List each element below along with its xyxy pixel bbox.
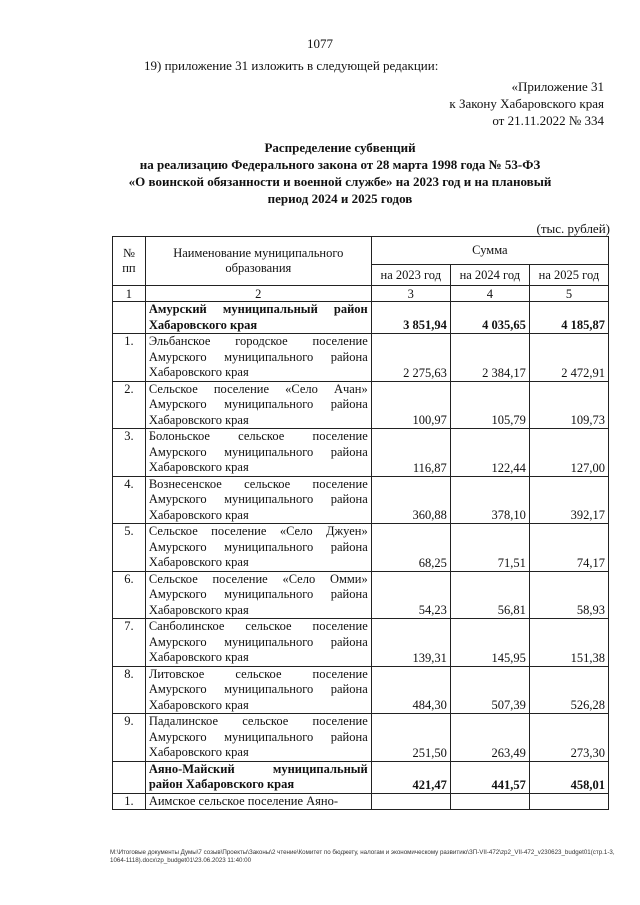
row-value-2025: 109,73 <box>529 381 608 429</box>
title-line: «О воинской обязанности и военной службе» на 2023 год и на плановый <box>128 174 552 189</box>
row-value-2025: 273,30 <box>529 714 608 762</box>
column-index: 2 <box>145 286 371 302</box>
row-value-2023: 116,87 <box>371 429 450 477</box>
row-number: 1. <box>113 334 146 382</box>
row-value-2023 <box>371 793 450 809</box>
row-value-2024: 145,95 <box>450 619 529 667</box>
row-value-2024: 2 384,17 <box>450 334 529 382</box>
subvention-table <box>112 236 609 810</box>
row-value-2024: 122,44 <box>450 429 529 477</box>
row-number: 9. <box>113 714 146 762</box>
header-name: Наименование муниципального образования <box>145 237 371 286</box>
document-title <box>100 139 580 207</box>
row-value-2025: 58,93 <box>529 571 608 619</box>
row-value-2025: 2 472,91 <box>529 334 608 382</box>
row-value-2023: 68,25 <box>371 524 450 572</box>
row-value-2023: 2 275,63 <box>371 334 450 382</box>
table-row-district <box>113 302 609 334</box>
intro-text: 19) приложение 31 изложить в следующей редакции: <box>144 58 439 73</box>
row-number <box>113 302 146 334</box>
table-row <box>113 381 609 429</box>
table-row-district <box>113 761 609 793</box>
page-number: 1077 <box>307 36 333 51</box>
table-row <box>113 619 609 667</box>
row-value-2025 <box>529 793 608 809</box>
column-index: 1 <box>113 286 146 302</box>
row-number: 6. <box>113 571 146 619</box>
row-value-2024: 4 035,65 <box>450 302 529 334</box>
row-value-2025: 526,28 <box>529 666 608 714</box>
table-row <box>113 429 609 477</box>
row-value-2024: 378,10 <box>450 476 529 524</box>
row-name: Санболинское сельское поселение Амурского муниципального района Хабаровского края <box>145 619 371 667</box>
row-number: 4. <box>113 476 146 524</box>
header-year-2023: на 2023 год <box>371 265 450 286</box>
units-label: (тыс. рублей) <box>536 221 610 236</box>
row-value-2025: 392,17 <box>529 476 608 524</box>
row-number: 5. <box>113 524 146 572</box>
table-row <box>113 666 609 714</box>
table-row <box>113 571 609 619</box>
table-row <box>113 793 609 809</box>
header-year-2025: на 2025 год <box>529 265 608 286</box>
row-value-2025: 127,00 <box>529 429 608 477</box>
row-number: 7. <box>113 619 146 667</box>
appendix-reference <box>449 78 604 129</box>
title-line: период 2024 и 2025 годов <box>267 191 413 206</box>
row-value-2025: 74,17 <box>529 524 608 572</box>
row-name: Амурский муниципальный район Хабаровского края <box>145 302 371 334</box>
appendix-line: от 21.11.2022 № 334 <box>492 113 604 128</box>
file-path-footer: M:\Итоговые документы Думы\7 созыв\Проекты\Законы\2 чтение\Комитет по бюджету, налогам и экономическому развитию\ЗП-VII-472\zp2_VII-472_v230623_budget01(стр.1-3, 1064-1118).docx\zp_budget01\23.06.2023 11:40:00 <box>110 849 615 864</box>
row-value-2025: 151,38 <box>529 619 608 667</box>
row-value-2023: 421,47 <box>371 761 450 793</box>
table-row <box>113 334 609 382</box>
row-name: Эльбанское городское поселение Амурского муниципального района Хабаровского края <box>145 334 371 382</box>
row-value-2024 <box>450 793 529 809</box>
row-value-2023: 360,88 <box>371 476 450 524</box>
row-number: 3. <box>113 429 146 477</box>
title-line: на реализацию Федерального закона от 28 марта 1998 года № 53-ФЗ <box>139 157 541 172</box>
row-name: Болоньское сельское поселение Амурского муниципального района Хабаровского края <box>145 429 371 477</box>
row-value-2024: 263,49 <box>450 714 529 762</box>
header-number: № пп <box>113 237 146 286</box>
row-number: 8. <box>113 666 146 714</box>
row-name: Литовское сельское поселение Амурского муниципального района Хабаровского края <box>145 666 371 714</box>
row-number: 2. <box>113 381 146 429</box>
column-index: 4 <box>450 286 529 302</box>
row-name: Сельское поселение «Село Ачан» Амурского муниципального района Хабаровского края <box>145 381 371 429</box>
row-value-2025: 4 185,87 <box>529 302 608 334</box>
appendix-line: к Закону Хабаровского края <box>449 96 604 111</box>
row-value-2023: 3 851,94 <box>371 302 450 334</box>
table-row <box>113 524 609 572</box>
row-number: 1. <box>113 793 146 809</box>
row-value-2025: 458,01 <box>529 761 608 793</box>
header-year-2024: на 2024 год <box>450 265 529 286</box>
row-value-2024: 441,57 <box>450 761 529 793</box>
row-value-2024: 56,81 <box>450 571 529 619</box>
row-value-2024: 105,79 <box>450 381 529 429</box>
table-row <box>113 476 609 524</box>
row-name: Падалинское сельское поселение Амурского муниципального района Хабаровского края <box>145 714 371 762</box>
appendix-line: «Приложение 31 <box>511 79 604 94</box>
row-value-2024: 507,39 <box>450 666 529 714</box>
title-line: Распределение субвенций <box>264 140 416 155</box>
header-sum: Сумма <box>371 237 608 265</box>
row-name: Сельское поселение «Село Омми» Амурского муниципального района Хабаровского края <box>145 571 371 619</box>
column-index: 3 <box>371 286 450 302</box>
row-value-2023: 251,50 <box>371 714 450 762</box>
row-value-2024: 71,51 <box>450 524 529 572</box>
row-name: Аяно-Майский муниципальный район Хабаровского края <box>145 761 371 793</box>
row-name: Сельское поселение «Село Джуен» Амурского муниципального района Хабаровского края <box>145 524 371 572</box>
row-number <box>113 761 146 793</box>
column-index: 5 <box>529 286 608 302</box>
row-value-2023: 100,97 <box>371 381 450 429</box>
row-value-2023: 484,30 <box>371 666 450 714</box>
row-name: Аимское сельское поселение Аяно- <box>148 793 338 808</box>
row-value-2023: 139,31 <box>371 619 450 667</box>
row-value-2023: 54,23 <box>371 571 450 619</box>
table-row <box>113 714 609 762</box>
row-name: Вознесенское сельское поселение Амурского муниципального района Хабаровского края <box>145 476 371 524</box>
